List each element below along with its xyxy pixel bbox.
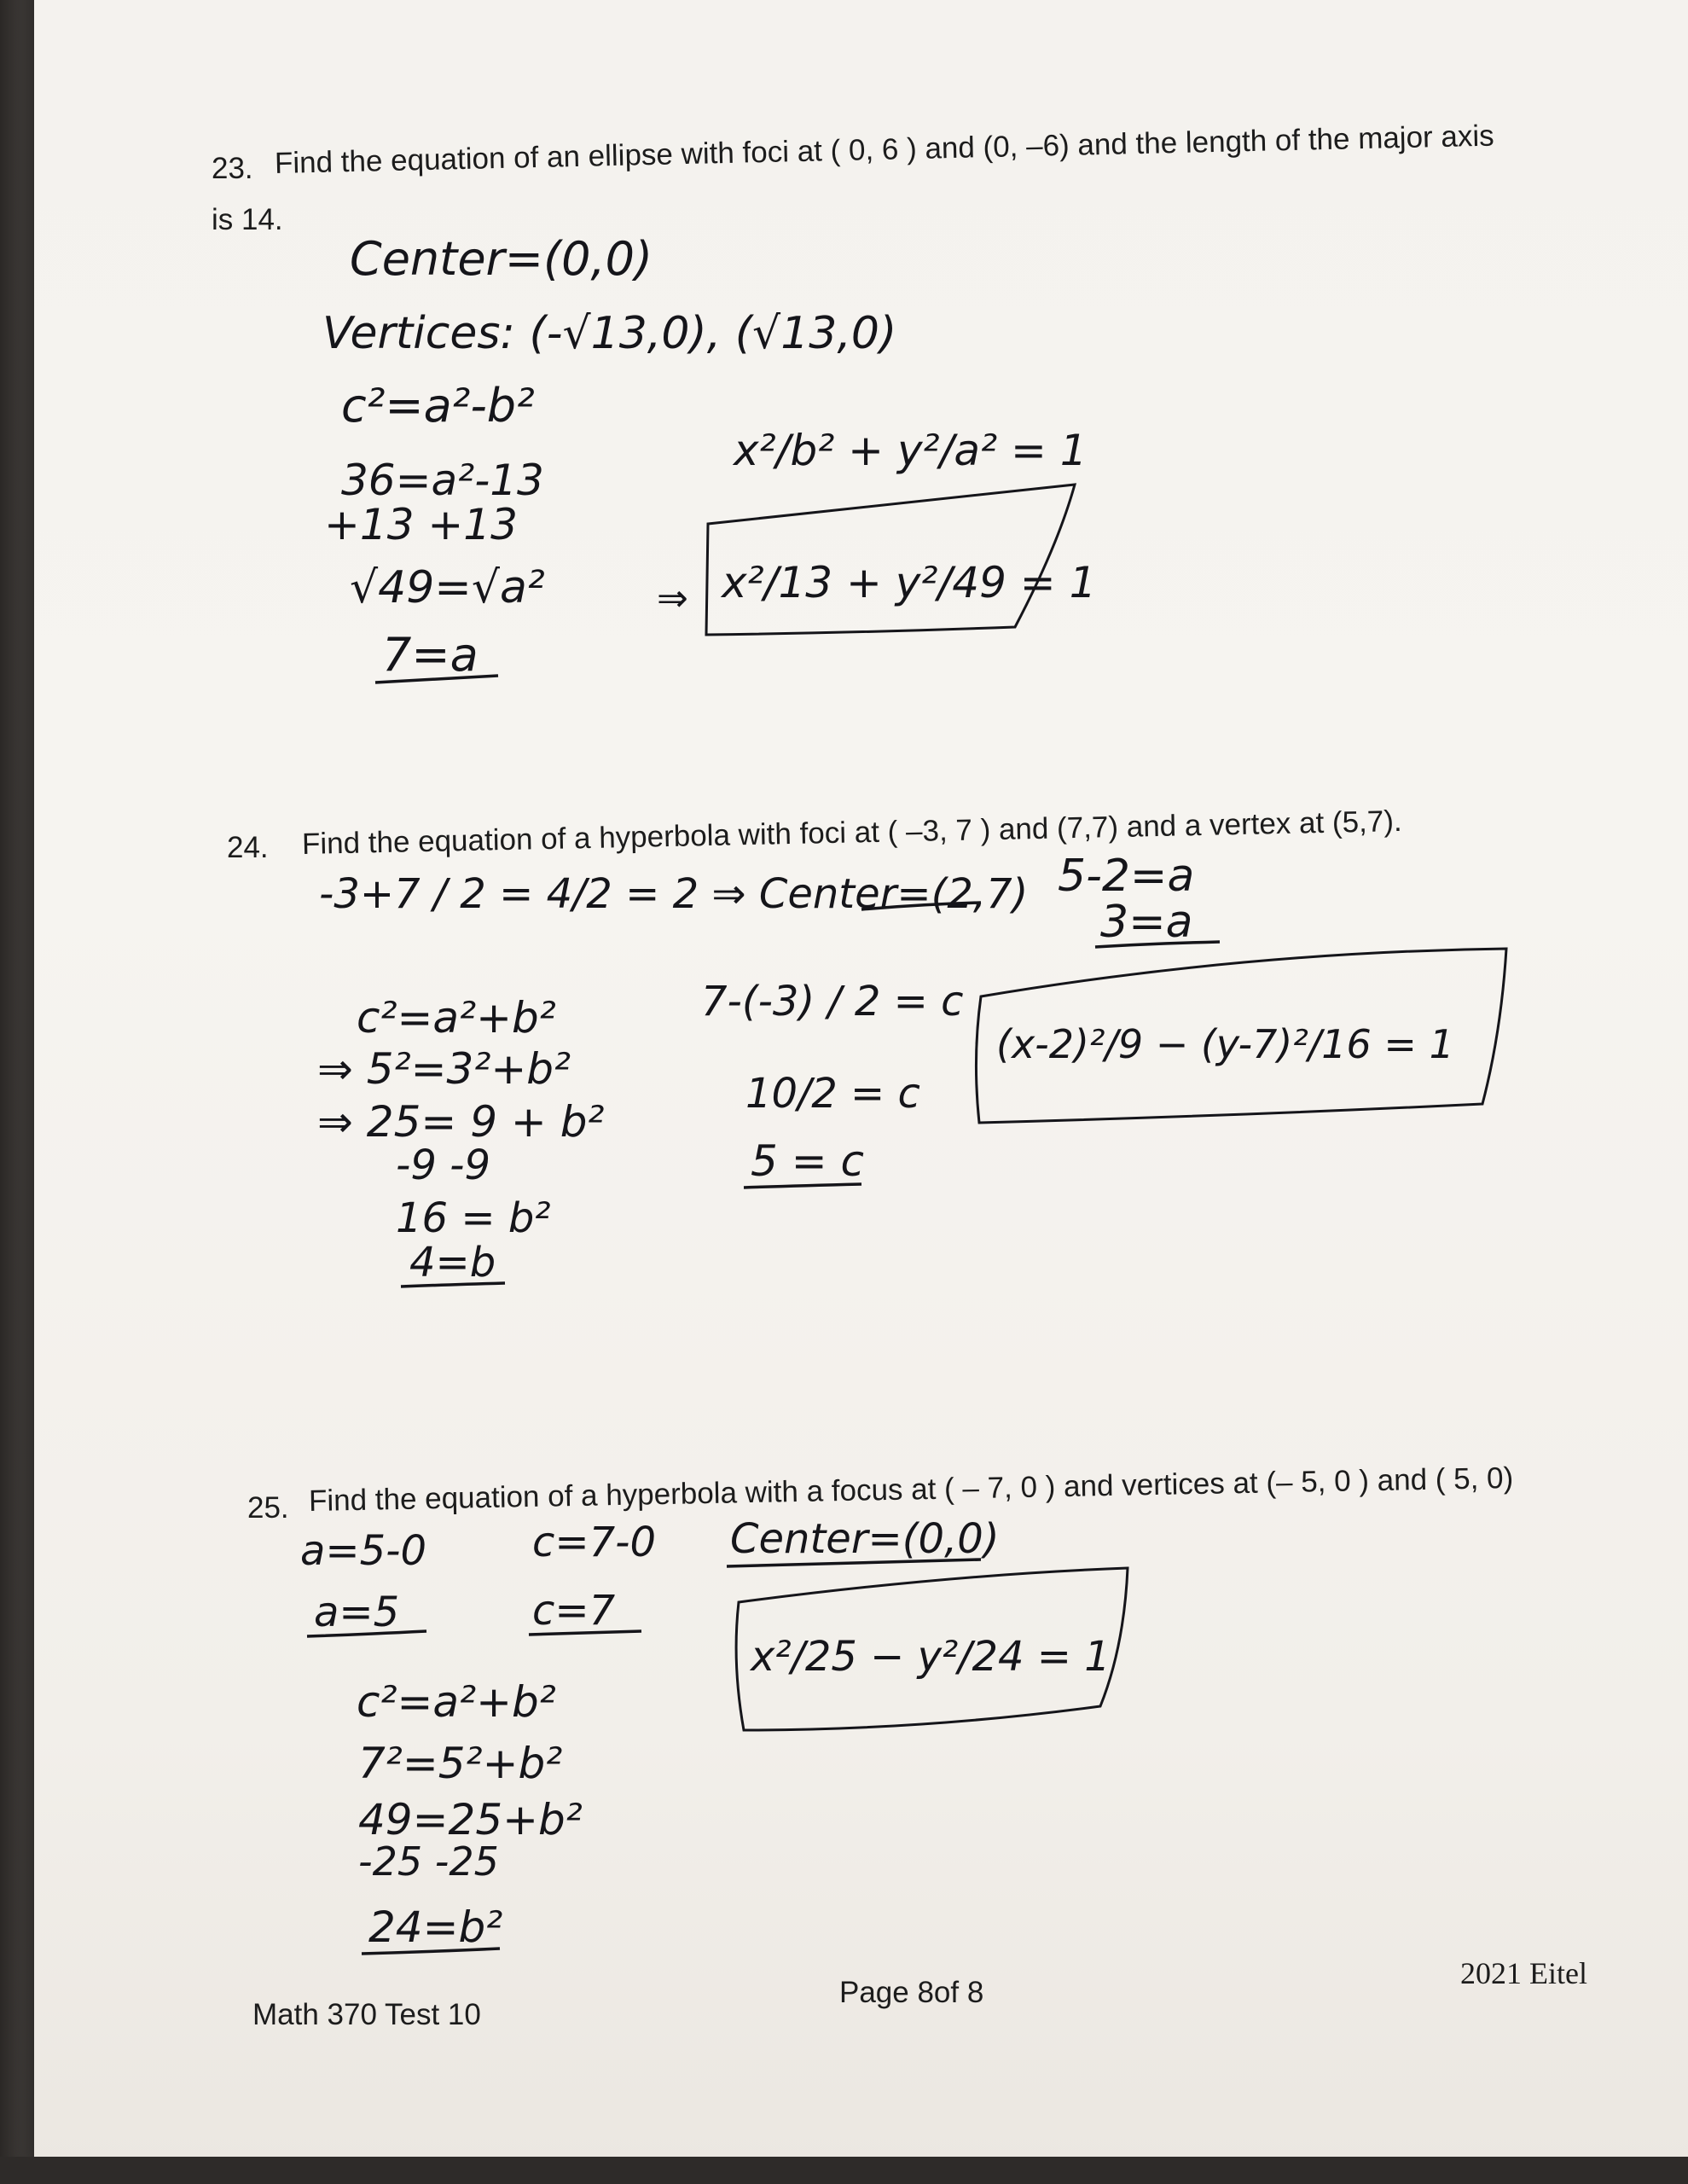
p25-answer: x²/25 − y²/24 = 1 <box>751 1633 1111 1681</box>
p25-b-result: 24=b² <box>368 1902 503 1952</box>
p24-step1: ⇒ 5²=3²+b² <box>317 1044 571 1094</box>
p24-a-result: 3=a <box>1100 897 1193 948</box>
problem-23-work <box>322 232 1096 682</box>
p24-b-result: 4=b <box>409 1239 496 1287</box>
p23-relation: c²=a²-b² <box>341 379 535 433</box>
desk-edge <box>0 2157 1688 2184</box>
p25-relation: c²=a²+b² <box>357 1677 556 1727</box>
p24-a-step: 5-2=a <box>1058 851 1195 902</box>
problem-25-number: 25. <box>247 1491 289 1525</box>
p24-step2: ⇒ 25= 9 + b² <box>317 1097 605 1147</box>
p23-step3: √49=√a² <box>350 562 545 613</box>
p24-step3: -9 -9 <box>396 1141 490 1189</box>
p25-c-step: c=7-0 <box>532 1519 657 1566</box>
p23-vertices: Vertices: (-√13,0), (√13,0) <box>322 308 897 359</box>
p25-step1: 7²=5²+b² <box>358 1739 563 1788</box>
problem-24-number: 24. <box>227 831 269 864</box>
p24-c-step1: 7-(-3) / 2 = c <box>701 978 964 1025</box>
p25-step2: 49=25+b² <box>358 1795 583 1844</box>
p24-answer: (x-2)²/9 − (y-7)²/16 = 1 <box>996 1021 1454 1067</box>
p25-center: Center=(0,0) <box>730 1515 1000 1563</box>
p23-center: Center=(0,0) <box>350 232 653 286</box>
p25-a-step: a=5-0 <box>300 1527 427 1575</box>
problem-25-work <box>300 1515 1128 1954</box>
p25-c-result: c=7 <box>532 1587 616 1635</box>
p24-c-result: 5 = c <box>751 1136 864 1186</box>
footer-page-number: Page 8of 8 <box>839 1976 984 2009</box>
p24-c-step2: 10/2 = c <box>745 1070 920 1118</box>
p24-relation: c²=a²+b² <box>357 993 556 1043</box>
problem-23-text: Find the equation of an ellipse with foci at ( 0, 6 ) and (0, –6) and the length of the major axis <box>274 119 1495 180</box>
problem-24-text: Find the equation of a hyperbola with foci at ( –3, 7 ) and (7,7) and a vertex at (5,7). <box>301 804 1403 861</box>
p24-center: -3+7 / 2 = 4/2 = 2 ⇒ Center=(2,7) <box>319 870 1029 918</box>
problem-25-text: Find the equation of a hyperbola with a focus at ( – 7, 0 ) and vertices at (– 5, 0 ) and ( 5, 0) <box>308 1461 1514 1518</box>
problem-23-text-continued: is 14. <box>212 203 283 236</box>
p23-step2: +13 +13 <box>324 500 518 549</box>
svg-text:⇒: ⇒ <box>657 577 688 620</box>
footer-course: Math 370 Test 10 <box>252 1998 481 2031</box>
footer-year-author: 2021 Eitel <box>1460 1956 1587 1990</box>
p23-step1: 36=a²-13 <box>341 456 544 505</box>
problem-23-number: 23. <box>212 152 253 185</box>
p25-a-result: a=5 <box>314 1589 400 1636</box>
p23-answer: x²/13 + y²/49 = 1 <box>722 558 1097 607</box>
p23-general-equation: x²/b² + y²/a² = 1 <box>734 426 1088 475</box>
problem-24-work <box>317 851 1506 1287</box>
p23-a-result: 7=a <box>382 628 479 682</box>
p24-step4: 16 = b² <box>396 1194 551 1242</box>
p25-step3: -25 -25 <box>358 1838 499 1885</box>
